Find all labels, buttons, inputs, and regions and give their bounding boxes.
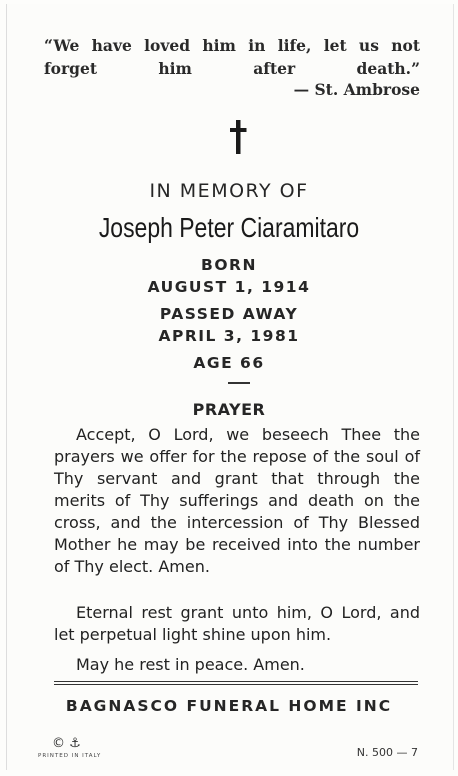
age: AGE 66: [193, 354, 265, 372]
prayer-paragraph: Accept, O Lord, we beseech Thee the prayers we offer for the repose of the soul of Thy servant and grant that through the merits of Thy sufferings and death on the cross, and the intercession of Thy Blessed Mother he may be received into the number of Thy elect. Amen.: [54, 425, 420, 576]
born-label: BORN: [201, 256, 257, 274]
prayer-title: PRAYER: [192, 400, 266, 419]
prayer-paragraph: Eternal rest grant unto him, O Lord, and let perpetual light shine upon him.: [54, 603, 420, 644]
divider-rule: [54, 681, 418, 682]
item-number: N. 500 — 7: [356, 746, 418, 759]
printer-mark: [38, 736, 118, 759]
prayer-paragraph: May he rest in peace. Amen.: [76, 655, 305, 674]
printed-in-label: PRINTED IN ITALY: [38, 753, 102, 759]
divider-dash: [228, 382, 250, 384]
passed-away-label: PASSED AWAY: [159, 305, 299, 323]
born-date: AUGUST 1, 1914: [147, 278, 311, 296]
quote-text: “We have loved him in life, let us not forget him after death.”: [44, 36, 420, 78]
memory-heading: IN MEMORY OF: [149, 180, 309, 202]
funeral-home-name: BAGNASCO FUNERAL HOME INC: [65, 697, 393, 715]
copyright-anchor-icon: © ⚓: [52, 736, 81, 751]
cross-icon: [228, 120, 248, 154]
passed-away-date: APRIL 3, 1981: [158, 327, 300, 345]
deceased-name: Joseph Peter Ciaramitaro: [98, 212, 360, 243]
divider-rule: [54, 684, 418, 685]
quote-attribution: — St. Ambrose: [293, 80, 420, 99]
